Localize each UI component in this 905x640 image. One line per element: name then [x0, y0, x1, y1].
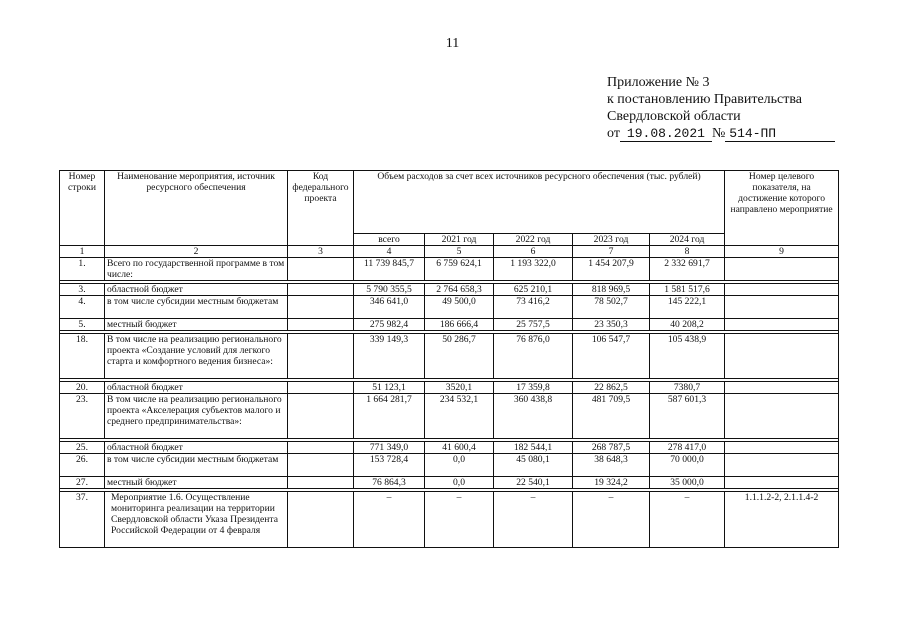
decree-number: 514-ПП [725, 127, 835, 142]
subheader-total: всего [354, 234, 425, 246]
row-value-total: 76 864,3 [354, 477, 425, 489]
row-value-2022: 182 544,1 [494, 442, 573, 454]
row-value-2023: 1 454 207,9 [573, 258, 650, 281]
appendix-line-2: к постановлению Правительства [607, 92, 803, 107]
page-number: 11 [445, 36, 460, 51]
row-value-2023: – [573, 492, 650, 548]
row-value-2022: 22 540,1 [494, 477, 573, 489]
row-name: Всего по государственной программе в том числе: [105, 258, 288, 281]
subheader-2021: 2021 год [425, 234, 494, 246]
index-cell: 6 [494, 246, 573, 258]
row-value-2023: 818 969,5 [573, 284, 650, 296]
row-value-2024: 278 417,0 [650, 442, 725, 454]
row-value-2022: 1 193 322,0 [494, 258, 573, 281]
subheader-2023: 2023 год [573, 234, 650, 246]
row-target [725, 296, 839, 319]
row-target [725, 394, 839, 439]
row-number: 18. [60, 334, 105, 379]
table-row [60, 319, 839, 331]
row-value-total: 5 790 355,5 [354, 284, 425, 296]
row-value-total: 1 664 281,7 [354, 394, 425, 439]
row-value-2021: 6 759 624,1 [425, 258, 494, 281]
row-name: В том числе на реализацию регионального проекта «Акселерация субъектов малого и среднего предпринимательства»: [105, 394, 288, 439]
table-row [60, 334, 839, 379]
subheader-2024: 2024 год [650, 234, 725, 246]
row-name: Мероприятие 1.6. Осуществление мониторинга реализации на территории Свердловской области Указа Президента Российской Федерации от 4 февраля [105, 492, 288, 548]
row-value-2022: 76 876,0 [494, 334, 573, 379]
row-value-2024: 70 000,0 [650, 454, 725, 477]
row-code [288, 492, 354, 548]
table-row [60, 477, 839, 489]
row-code [288, 454, 354, 477]
table-row [60, 394, 839, 439]
index-cell: 8 [650, 246, 725, 258]
row-name: областной бюджет [105, 284, 288, 296]
row-value-2021: 2 764 658,3 [425, 284, 494, 296]
appendix-title: Приложение № 3 [607, 75, 710, 90]
index-cell: 3 [288, 246, 354, 258]
row-number: 1. [60, 258, 105, 281]
row-number: 37. [60, 492, 105, 548]
row-code [288, 284, 354, 296]
row-code [288, 477, 354, 489]
expenses-table [59, 170, 839, 548]
row-value-2021: 0,0 [425, 454, 494, 477]
row-value-2021: 50 286,7 [425, 334, 494, 379]
row-value-2024: 7380,7 [650, 382, 725, 394]
subheader-2022: 2022 год [494, 234, 573, 246]
row-number: 25. [60, 442, 105, 454]
row-value-2021: 49 500,0 [425, 296, 494, 319]
row-value-2024: 105 438,9 [650, 334, 725, 379]
table-row [60, 382, 839, 394]
row-target: 1.1.1.2-2, 2.1.1.4-2 [725, 492, 839, 548]
row-value-2022: 360 438,8 [494, 394, 573, 439]
row-value-2024: – [650, 492, 725, 548]
row-target [725, 477, 839, 489]
header-expenses: Объем расходов за счет всех источников ресурсного обеспечения (тыс. рублей) [354, 171, 725, 234]
row-number: 20. [60, 382, 105, 394]
row-value-2024: 35 000,0 [650, 477, 725, 489]
number-prefix: № [711, 126, 726, 141]
row-value-total: 771 349,0 [354, 442, 425, 454]
appendix-header [607, 74, 835, 142]
row-name: областной бюджет [105, 442, 288, 454]
table-row [60, 296, 839, 319]
date-prefix: от [607, 126, 620, 141]
row-value-2023: 19 324,2 [573, 477, 650, 489]
table-row [60, 284, 839, 296]
row-number: 5. [60, 319, 105, 331]
row-target [725, 319, 839, 331]
row-value-2023: 22 862,5 [573, 382, 650, 394]
row-value-2022: 73 416,2 [494, 296, 573, 319]
row-value-2021: 0,0 [425, 477, 494, 489]
row-code [288, 319, 354, 331]
column-index-row [60, 246, 839, 258]
row-value-2022: 625 210,1 [494, 284, 573, 296]
row-number: 27. [60, 477, 105, 489]
row-code [288, 334, 354, 379]
row-value-2021: – [425, 492, 494, 548]
row-value-2022: 17 359,8 [494, 382, 573, 394]
row-value-2023: 268 787,5 [573, 442, 650, 454]
row-target [725, 442, 839, 454]
row-value-total: 153 728,4 [354, 454, 425, 477]
table-row [60, 442, 839, 454]
row-value-2021: 41 600,4 [425, 442, 494, 454]
index-cell: 4 [354, 246, 425, 258]
table-row [60, 454, 839, 477]
row-value-2023: 38 648,3 [573, 454, 650, 477]
row-name: в том числе субсидии местным бюджетам [105, 296, 288, 319]
appendix-line-3: Свердловской области [607, 109, 741, 124]
header-federal-code: Код федерального проекта [288, 171, 354, 246]
row-target [725, 284, 839, 296]
row-value-total: 51 123,1 [354, 382, 425, 394]
row-value-2021: 186 666,4 [425, 319, 494, 331]
row-code [288, 296, 354, 319]
row-value-2022: 25 757,5 [494, 319, 573, 331]
index-cell: 1 [60, 246, 105, 258]
index-cell: 7 [573, 246, 650, 258]
row-value-2023: 23 350,3 [573, 319, 650, 331]
row-value-2021: 234 532,1 [425, 394, 494, 439]
table-row [60, 258, 839, 281]
row-number: 4. [60, 296, 105, 319]
row-value-2021: 3520,1 [425, 382, 494, 394]
row-name: В том числе на реализацию регионального проекта «Создание условий для легкого старта и комфортного ведения бизнеса»: [105, 334, 288, 379]
row-target [725, 454, 839, 477]
row-name: областной бюджет [105, 382, 288, 394]
index-cell: 5 [425, 246, 494, 258]
row-value-2023: 106 547,7 [573, 334, 650, 379]
row-target [725, 334, 839, 379]
header-target: Номер целевого показателя, на достижение которого направлено мероприятие [725, 171, 839, 246]
row-value-2023: 78 502,7 [573, 296, 650, 319]
row-value-total: 275 982,4 [354, 319, 425, 331]
row-code [288, 394, 354, 439]
row-code [288, 442, 354, 454]
index-cell: 2 [105, 246, 288, 258]
decree-date: 19.08.2021 [620, 127, 712, 142]
table-row [60, 492, 839, 548]
row-target [725, 258, 839, 281]
row-name: местный бюджет [105, 319, 288, 331]
row-value-total: 11 739 845,7 [354, 258, 425, 281]
row-value-2024: 2 332 691,7 [650, 258, 725, 281]
appendix-date-line [607, 125, 835, 142]
row-value-2024: 1 581 517,6 [650, 284, 725, 296]
row-code [288, 382, 354, 394]
row-value-2022: 45 080,1 [494, 454, 573, 477]
row-value-2023: 481 709,5 [573, 394, 650, 439]
row-number: 23. [60, 394, 105, 439]
header-name: Наименование мероприятия, источник ресурсного обеспечения [105, 171, 288, 246]
index-cell: 9 [725, 246, 839, 258]
row-number: 3. [60, 284, 105, 296]
row-value-2024: 587 601,3 [650, 394, 725, 439]
row-value-2024: 40 208,2 [650, 319, 725, 331]
row-value-2024: 145 222,1 [650, 296, 725, 319]
row-value-total: 339 149,3 [354, 334, 425, 379]
row-value-2022: – [494, 492, 573, 548]
row-name: в том числе субсидии местным бюджетам [105, 454, 288, 477]
row-value-total: 346 641,0 [354, 296, 425, 319]
header-row-number: Номер строки [60, 171, 105, 246]
row-target [725, 382, 839, 394]
row-code [288, 258, 354, 281]
row-name: местный бюджет [105, 477, 288, 489]
row-number: 26. [60, 454, 105, 477]
row-value-total: – [354, 492, 425, 548]
